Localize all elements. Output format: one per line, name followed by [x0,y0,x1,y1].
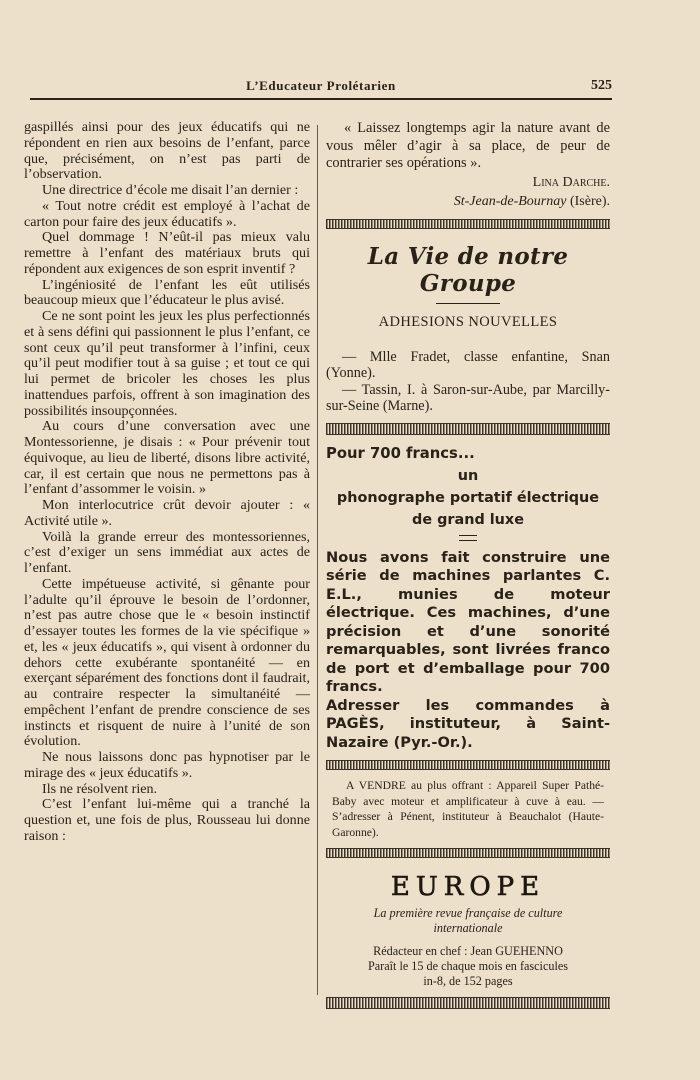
signature [326,173,610,211]
header-rule [30,98,612,100]
right-column [326,120,610,1017]
paragraph: L’ingéniosité de l’enfant les eût utilisés beaucoup mieux que l’éducateur le plus avisé. [24,276,310,309]
ornamental-rule [326,760,610,770]
ad-contact: Adresser les commandes à PAGÈS, instituteur, à Saint-Nazaire (Pyr.-Or.). [326,696,610,751]
section-title: La Vie de notre Groupe [367,242,569,297]
ornamental-rule [326,848,610,858]
subtitle-line: internationale [433,921,503,935]
europe-ad [326,872,610,989]
paragraph: Au cours d’une conversation avec une Montessorienne, je disais : « Pour prévenir tout équivoque, au lieu de liberté, disons libre activité, car, il est certain que nous ne permettons pas à l’enfant d’assommer le voisin. » [24,418,310,498]
ad-body: Nous avons fait construire une série de machines parlantes C. E.L., munies de moteur électrique. Ces machines, d’une précision et d’une sonorité remarquables, sont livrées franco de port et d’emballage pour 700 francs. [326,548,610,695]
ad-line: de grand luxe [412,511,524,528]
column-divider [317,125,318,995]
publication-line: Paraît le 15 de chaque mois en fascicules [367,959,568,973]
left-column [24,120,310,845]
journal-title: L’Educateur Prolétarien [246,78,396,93]
europe-subtitle [326,906,610,936]
paragraph: Mon interlocutrice crût devoir ajouter : « Activité utile ». [24,497,310,529]
rousseau-quote [326,120,610,173]
list-item: — Mlle Fradet, classe enfantine, Snan (Yonne). [326,348,610,381]
paragraph: Quel dommage ! N’eût-il pas mieux valu remettre à l’enfant des matériaux bruts qui répondent aux exigences de son esprit inventif ? [24,229,310,277]
author-department: (Isère). [569,193,610,209]
paragraph: C’est l’enfant lui-même qui a tranché la question et, une fois de plus, Rousseau lui donne raison : [24,796,310,844]
author-name: Lina Darche. [532,174,610,190]
running-header [30,78,612,98]
editor-line: Rédacteur en chef : Jean GUEHENNO [373,944,563,958]
title-underline [436,303,500,304]
paragraph: Une directrice d’école me disait l’an dernier : [42,182,299,198]
ad-line: phonographe portatif électrique [336,489,600,506]
ornamental-rule [326,219,610,229]
phonograph-ad [326,443,610,753]
ad-line: un [457,467,479,484]
europe-info [326,944,610,989]
paragraph: Ils ne résolvent rien. [42,780,158,797]
paragraph: Voilà la grande erreur des montessoriennes, c’est d’exiger un sens immédiat aux actes de l’enfant. [24,528,310,576]
for-sale-notice [326,778,610,840]
adhesions-list [326,349,610,415]
subtitle-line: La première revue française de culture [373,906,563,920]
paragraph: « Tout notre crédit est employé à l’achat de carton pour faire des jeux éducatifs ». [24,197,310,230]
author-town: St-Jean-de-Bournay [453,193,567,209]
author-place [326,192,610,211]
ad-headline: Pour 700 francs... [326,444,475,462]
paragraph: Cette impétueuse activité, si gênante pour l’adulte qu’il éprouve le besoin de l’ordonner, n’est pas autre chose que le « besoin instinctif d’essayer toutes les formes de la vie spécifique » et, les « jeux éducatifs », qui visent à ordonner du dehors cette exubérante spontanéité — en exerçant séparément des fonctions dont il faudrait, au contraire respecter la simultanéité — empêchent l’enfant de prendre conscience de ses instincts et risquent de nuire à l’unité de son évolution. [24,575,310,750]
ornament [459,535,477,541]
sale-text: A VENDRE au plus offrant : Appareil Super Pathé-Baby avec moteur et amplificateur à cuve à eau. — S’adresser à Pénent, instituteur à Beauchalot (Haute-Garonne). [332,779,604,839]
paragraph: Ce ne sont point les jeux les plus perfectionnés et à sens défini qui passionnent le plus l’enfant, ce sont ceux qu’il peut transformer à l’infini, ceux qu’il peut modifier tout à sa guise ; et tout ce qui lui permet de bricoler les choses les plus inattendues parfois, offrent à son imagination des possibilités insoupçonnées. [24,308,310,419]
publication-line: in-8, de 152 pages [423,974,513,988]
quote-text: « Laissez longtemps agir la nature avant de vous mêler d’agir à sa place, de peur de contrarier ses opérations ». [326,120,610,171]
list-item: — Tassin, I. à Saron-sur-Aube, par Marcilly-sur-Seine (Marne). [326,381,610,414]
page-number: 525 [591,78,612,93]
europe-title: EUROPE [390,872,546,902]
ornamental-rule [326,997,610,1009]
paragraph: Ne nous laissons donc pas hypnotiser par le mirage des « jeux éducatifs ». [24,749,310,781]
paragraph: gaspillés ainsi pour des jeux éducatifs qui ne répondent en rien aux besoins de l’enfant, parce que, précisément, on n’est pas parti de l’observation. [24,119,310,183]
adhesions-heading: ADHESIONS NOUVELLES [378,313,558,330]
ornamental-rule [326,423,610,435]
